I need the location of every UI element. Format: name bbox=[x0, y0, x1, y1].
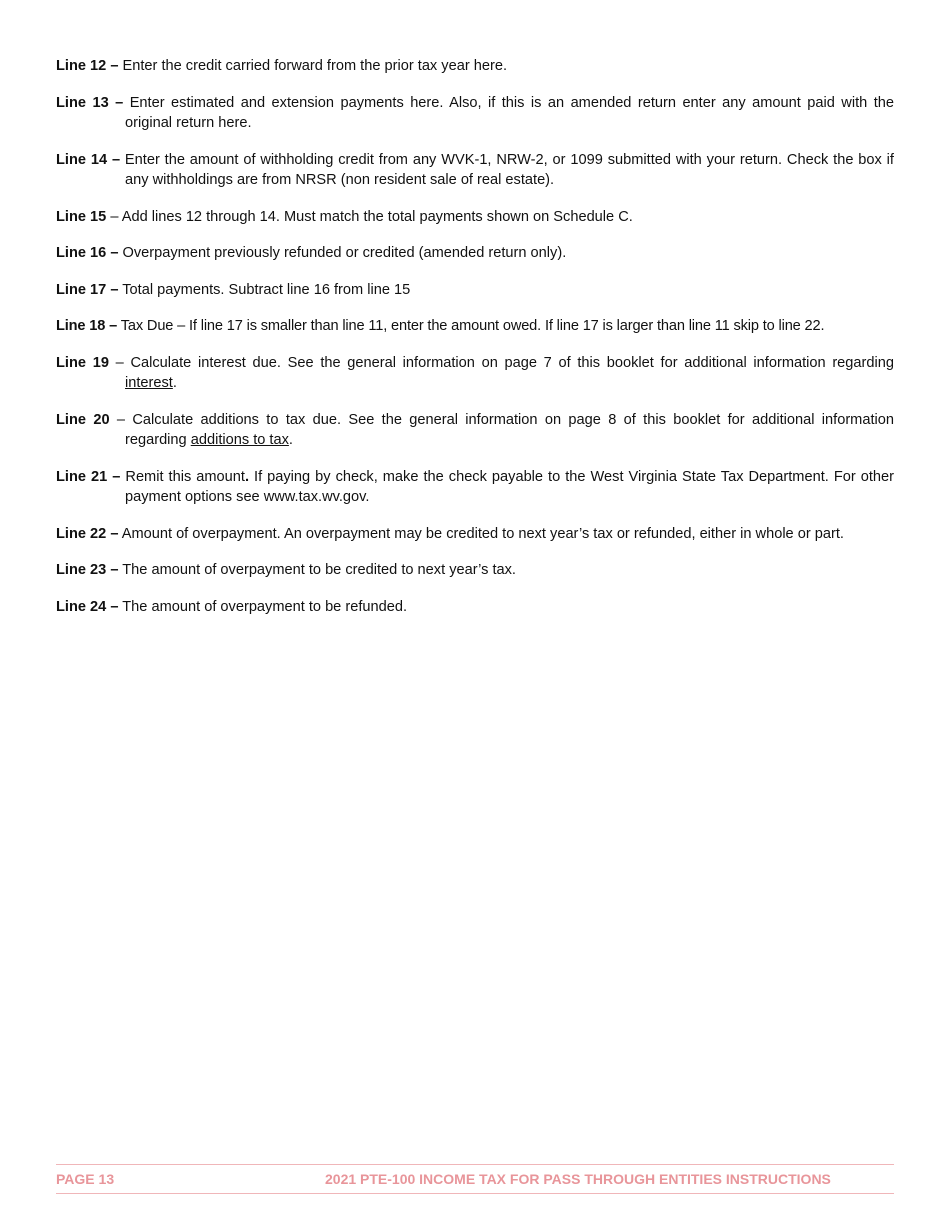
line-label: Line 15 bbox=[56, 208, 107, 225]
line-text: Tax Due – If line 17 is smaller than line 11, enter the amount owed. If line 17 is larger than line 11 skip to line 22. bbox=[120, 318, 825, 334]
line-19-entry bbox=[56, 353, 894, 394]
line-16-entry bbox=[56, 243, 894, 264]
line-text-bold: . bbox=[244, 468, 249, 485]
line-label: Line 22 – bbox=[56, 525, 119, 542]
line-label: Line 18 – bbox=[56, 318, 118, 334]
line-label: Line 19 bbox=[56, 354, 109, 371]
line-label: Line 16 – bbox=[56, 245, 119, 261]
additions-to-tax-link[interactable]: additions to tax bbox=[190, 432, 289, 448]
line-14-entry bbox=[56, 150, 894, 191]
line-text: Total payments. Subtract line 16 from line 15 bbox=[122, 281, 411, 298]
document-title: 2021 PTE-100 INCOME TAX FOR PASS THROUGH ENTITIES INSTRUCTIONS bbox=[325, 1171, 831, 1187]
line-label: Line 21 – bbox=[56, 468, 121, 485]
line-22-entry bbox=[56, 524, 894, 545]
line-text: Enter the amount of withholding credit from any WVK-1, NRW-2, or 1099 submitted with your return. Check the box if any withholdings are from NRSR (non resident sale of real estate). bbox=[124, 151, 894, 188]
line-text: The amount of overpayment to be refunded. bbox=[122, 598, 408, 615]
line-20-entry bbox=[56, 410, 894, 451]
line-label: Line 17 – bbox=[56, 281, 119, 298]
instructions-body bbox=[56, 56, 894, 633]
line-label: Line 20 bbox=[56, 411, 110, 428]
line-text: Overpayment previously refunded or credited (amended return only). bbox=[122, 245, 567, 261]
line-text-end: . bbox=[172, 375, 177, 391]
line-13-entry bbox=[56, 93, 894, 134]
line-text: – Calculate interest due. See the general information on page 7 of this booklet for additional information regarding bbox=[115, 354, 894, 371]
line-label: Line 13 – bbox=[56, 94, 124, 111]
line-text: Amount of overpayment. An overpayment may be credited to next year’s tax or refunded, either in whole or part. bbox=[121, 525, 844, 542]
interest-link[interactable]: interest bbox=[125, 375, 173, 391]
page-footer bbox=[56, 1164, 894, 1194]
line-label: Line 24 – bbox=[56, 598, 119, 615]
line-label: Line 12 – bbox=[56, 58, 119, 74]
line-21-entry bbox=[56, 467, 894, 508]
line-text: The amount of overpayment to be credited to next year’s tax. bbox=[122, 562, 516, 578]
line-text-end: . bbox=[288, 432, 293, 448]
line-label: Line 14 – bbox=[56, 151, 121, 168]
line-12-entry bbox=[56, 56, 894, 77]
page-number: PAGE 13 bbox=[56, 1171, 115, 1187]
line-24-entry bbox=[56, 597, 894, 618]
line-15-entry bbox=[56, 207, 894, 228]
line-text: – Calculate additions to tax due. See the general information on page 8 of this booklet for additional information regarding bbox=[116, 411, 894, 448]
line-17-entry bbox=[56, 280, 894, 301]
line-text: Enter the credit carried forward from the prior tax year here. bbox=[122, 58, 507, 74]
line-label: Line 23 – bbox=[56, 562, 119, 578]
line-text: Enter estimated and extension payments here. Also, if this is an amended return enter any amount paid with the original return here. bbox=[125, 94, 894, 131]
line-23-entry bbox=[56, 560, 894, 581]
line-text: – Add lines 12 through 14. Must match the total payments shown on Schedule C. bbox=[110, 208, 633, 225]
line-text: Remit this amount bbox=[125, 468, 245, 485]
line-text-end: If paying by check, make the check payable to the West Virginia State Tax Department. For other payment options see www.tax.wv.gov. bbox=[125, 468, 894, 505]
line-18-entry bbox=[56, 316, 894, 337]
